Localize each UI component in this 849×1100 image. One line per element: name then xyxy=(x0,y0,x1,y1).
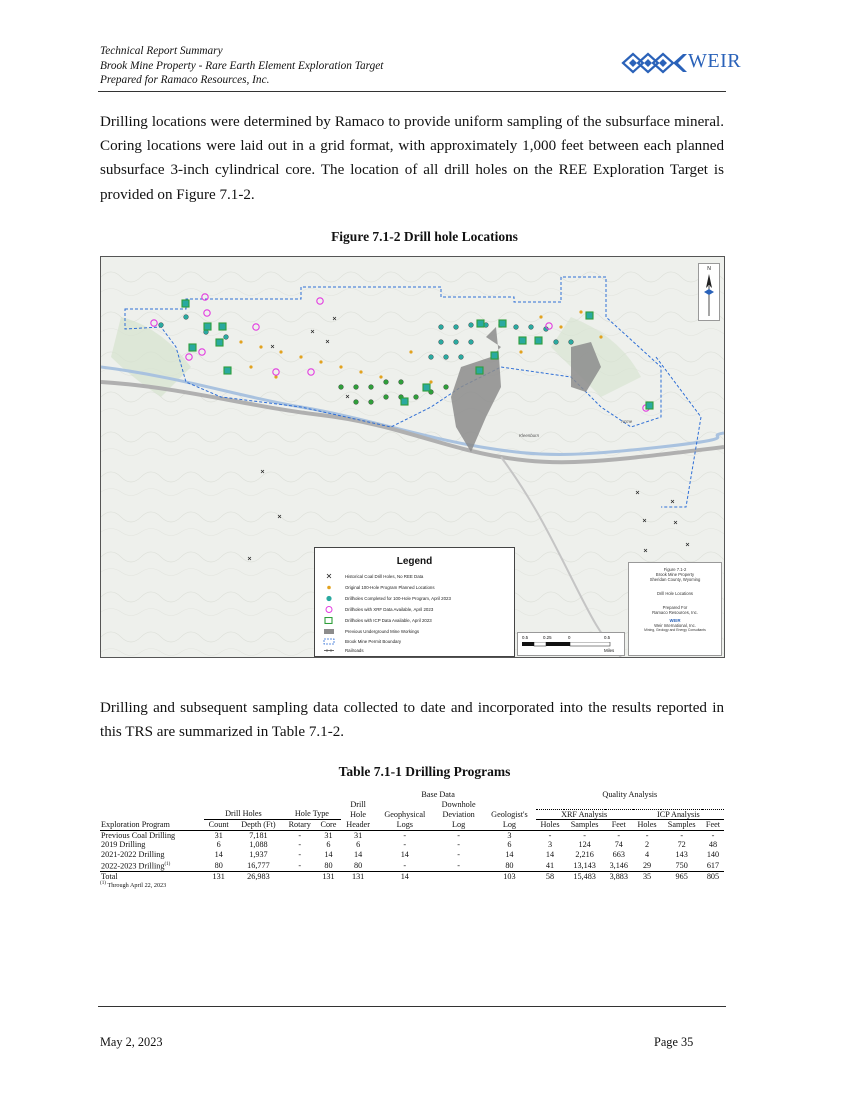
cell-text: - xyxy=(457,840,460,850)
table-cell xyxy=(661,850,702,860)
drilling-programs-table xyxy=(100,790,724,882)
col-head: Samples xyxy=(661,820,702,831)
table-cell xyxy=(316,860,340,872)
scale-tick: 0.5 xyxy=(522,635,529,640)
cell-text: 14 xyxy=(505,850,514,860)
table-body xyxy=(100,830,724,881)
table-cell xyxy=(341,830,376,840)
sub-icp-analysis: ICP Analysis xyxy=(633,809,724,820)
scale-bar-graphic xyxy=(522,642,612,647)
figure-caption: Figure 7.1-2 Drill hole Locations xyxy=(331,229,518,244)
header-prepared-for: Prepared for Ramaco Resources, Inc. xyxy=(100,74,270,86)
table-cell xyxy=(434,871,483,881)
scale-tick: 0.5 xyxy=(604,635,611,640)
north-arrow xyxy=(698,263,720,321)
tb-logo: WEIR xyxy=(669,618,681,623)
table-cell xyxy=(564,860,605,872)
tb-property: Brook Mine Property xyxy=(655,572,695,577)
table-cell xyxy=(434,850,483,860)
cell-text: - xyxy=(548,830,552,840)
table-cell xyxy=(434,860,483,872)
header-divider xyxy=(98,91,726,92)
col-head: Geophysical xyxy=(384,809,426,819)
cell-text: - xyxy=(403,860,407,870)
scale-unit: Miles xyxy=(604,648,615,653)
table-cell: 131 xyxy=(212,871,225,881)
table-cell xyxy=(661,860,702,872)
cell-text: 14 xyxy=(545,850,555,860)
cell-text: - xyxy=(680,830,684,840)
cell-text: 6 xyxy=(216,840,221,850)
table-cell xyxy=(633,850,662,860)
col-head: Core xyxy=(316,820,340,831)
col-head: Exploration Program xyxy=(100,820,204,831)
table-cell: Total xyxy=(101,871,118,881)
table-cell: 15,483 xyxy=(573,871,596,881)
drill-hole-map xyxy=(100,256,725,658)
north-arrow-icon xyxy=(699,272,719,320)
col-head: Rotary xyxy=(283,820,316,831)
cell-text: 3 xyxy=(547,840,553,850)
cell-text: 2 xyxy=(645,840,650,850)
legend-item: Historical Coal Drill Holes, No REE Data xyxy=(345,574,424,579)
table-cell xyxy=(283,830,316,840)
table-cell xyxy=(316,850,340,860)
table-footnote xyxy=(100,880,166,889)
col-head: Drill xyxy=(350,799,366,809)
cell-text: 48 xyxy=(708,840,718,850)
table-cell xyxy=(234,840,283,850)
legend-item: Drillholes with ICP Data Available, April 2023 xyxy=(345,618,432,623)
table-row xyxy=(100,850,724,860)
historical-hole-icon xyxy=(323,573,335,580)
planned-location-icon xyxy=(323,584,335,591)
cell-text: 143 xyxy=(675,850,688,860)
group-base-data: Base Data xyxy=(421,790,455,799)
tb-company: Weir International, Inc. xyxy=(654,623,696,628)
cell-text: 14 xyxy=(324,850,333,860)
col-head: Hole xyxy=(350,809,367,819)
cell-text: - xyxy=(457,860,460,870)
map-title-block xyxy=(628,562,722,656)
tb-map-title: Drill Hole Locations xyxy=(656,591,694,596)
table-header-row xyxy=(100,800,724,810)
table-cell xyxy=(283,871,316,881)
table-cell xyxy=(234,830,283,840)
cell-text: 31 xyxy=(324,830,333,840)
cell-text: 14 xyxy=(400,850,409,860)
cell-text: - xyxy=(457,830,460,840)
footnote-marker: (1) xyxy=(100,880,107,886)
cell-text: 1,937 xyxy=(249,850,268,860)
table-cell xyxy=(702,860,724,872)
table-header-row xyxy=(100,820,724,831)
cell-text: 74 xyxy=(614,840,623,850)
cell-text: 750 xyxy=(675,860,688,870)
tb-client: Ramaco Resources, Inc. xyxy=(652,610,698,615)
tb-county: Sheridan County, Wyoming xyxy=(649,577,701,582)
weir-logo-text: WEIR xyxy=(688,50,742,72)
body-paragraph-1: Drilling locations were determined by Ramaco to provide uniform sampling of the subsurface mineral. Coring locations were laid out in a grid format, with approximately 1,000 feet between each planned subsurface 3-inch cylindrical core. The location of all drill holes on the REE Exploration Target is provided on Figure 7.1-2. xyxy=(100,114,724,203)
table-caption: Table 7.1-1 Drilling Programs xyxy=(338,764,511,779)
col-head: Geologist's xyxy=(491,809,528,819)
table-cell xyxy=(100,860,204,872)
cell-text: 3,146 xyxy=(609,860,628,870)
table-cell xyxy=(536,850,565,860)
cell-text: 31 xyxy=(354,830,363,840)
mine-workings-icon xyxy=(323,628,335,635)
col-head: Log xyxy=(483,820,535,831)
scale-bar xyxy=(517,632,625,656)
table-cell xyxy=(100,840,204,850)
table-cell: 3,883 xyxy=(609,871,628,881)
completed-hole-icon xyxy=(323,595,335,602)
cell-text: 80 xyxy=(354,860,363,870)
table-cell xyxy=(283,860,316,872)
cell-text: - xyxy=(403,840,407,850)
cell-text: - xyxy=(583,830,586,840)
table-cell: 58 xyxy=(545,871,555,881)
legend-item: Original 100-Hole Program Planned Locations xyxy=(345,585,435,590)
cell-text: 14 xyxy=(354,850,363,860)
table-cell xyxy=(605,830,633,840)
col-head: Downhole xyxy=(441,799,476,809)
row-footnote-marker: (1) xyxy=(164,861,171,867)
footer-page-number: Page 35 xyxy=(654,1035,694,1049)
cell-text: - xyxy=(298,850,302,860)
table-cell xyxy=(376,830,434,840)
table-cell xyxy=(702,850,724,860)
footnote-text: Through April 22, 2023 xyxy=(107,882,167,890)
table-cell: 805 xyxy=(706,871,720,881)
tb-prepared-for: Prepared For xyxy=(662,605,688,610)
legend-title: Legend xyxy=(396,556,433,567)
col-head: Log xyxy=(434,820,483,831)
cell-text: 140 xyxy=(706,850,720,860)
table-cell xyxy=(434,840,483,850)
cell-text: - xyxy=(645,830,649,840)
cell-text: 72 xyxy=(677,840,686,850)
col-head: Count xyxy=(204,820,234,831)
table-cell xyxy=(661,830,702,840)
col-head: Logs xyxy=(376,820,434,831)
railroad-icon xyxy=(323,647,335,654)
cell-text: 2022-2023 Drilling xyxy=(101,861,165,871)
table-cell xyxy=(100,830,204,840)
cell-text: 14 xyxy=(214,850,223,860)
cell-text: 16,777 xyxy=(247,860,270,870)
cell-text: 3 xyxy=(507,830,512,840)
col-head: Samples xyxy=(564,820,605,831)
legend-item: Railroads xyxy=(345,648,364,653)
table-cell xyxy=(483,850,535,860)
table-cell xyxy=(536,830,565,840)
legend-item: Previous Underground Mine Workings xyxy=(345,629,420,634)
table-cell xyxy=(341,840,376,850)
table-cell xyxy=(702,840,724,850)
table-cell xyxy=(283,850,316,860)
cell-text: 4 xyxy=(645,850,650,860)
table-cell xyxy=(283,840,316,850)
col-head: Header xyxy=(341,820,376,831)
cell-text: - xyxy=(457,850,460,860)
col-head: Feet xyxy=(605,820,633,831)
col-head: Deviation xyxy=(442,809,475,819)
cell-text: 29 xyxy=(642,860,652,870)
table-cell xyxy=(605,860,633,872)
table-header-row xyxy=(100,790,724,800)
table-cell xyxy=(564,840,605,850)
table-cell xyxy=(376,850,434,860)
xrf-data-icon xyxy=(323,606,335,613)
table-cell xyxy=(661,840,702,850)
header-title: Technical Report Summary xyxy=(100,45,223,57)
table-cell: 131 xyxy=(351,871,365,881)
cell-text: 1,088 xyxy=(249,840,268,850)
table-row xyxy=(100,840,724,850)
north-label: N xyxy=(707,266,711,272)
col-head: Holes xyxy=(536,820,565,831)
legend-item: Drillholes with XRF Data Available, April 2023 xyxy=(345,607,434,612)
cell-text: 124 xyxy=(578,840,591,850)
table-cell xyxy=(316,830,340,840)
table-cell xyxy=(536,840,565,850)
table-cell xyxy=(234,850,283,860)
table-cell xyxy=(204,850,234,860)
tb-figure: Figure 7.1-2 xyxy=(663,567,687,572)
cell-text: 6 xyxy=(356,840,361,850)
body-paragraph-2: Drilling and subsequent sampling data collected to date and incorporated into the results reported in this TRS are summarized in Table 7.1-2. xyxy=(100,700,724,741)
cell-text: 2019 Drilling xyxy=(101,840,146,850)
cell-text: 617 xyxy=(706,860,720,870)
table-cell: 965 xyxy=(675,871,688,881)
table-cell xyxy=(483,840,535,850)
table-cell xyxy=(483,860,535,872)
table-row xyxy=(100,830,724,840)
cell-text: - xyxy=(711,830,715,840)
table-cell xyxy=(633,860,662,872)
table-cell xyxy=(341,860,376,872)
table-cell xyxy=(483,830,535,840)
place-label-kleenburn: Kleenburn xyxy=(519,433,540,438)
sub-hole-type: Hole Type xyxy=(283,809,340,820)
map-legend xyxy=(314,547,515,657)
cell-text: - xyxy=(617,830,621,840)
table-cell xyxy=(605,840,633,850)
cell-text: 6 xyxy=(507,840,512,850)
table-cell: 14 xyxy=(400,871,409,881)
cell-text: 663 xyxy=(612,850,625,860)
icp-data-icon xyxy=(323,617,335,624)
footer-divider xyxy=(98,1006,726,1007)
table-cell: 131 xyxy=(322,871,335,881)
table-cell xyxy=(376,840,434,850)
table-cell xyxy=(316,840,340,850)
cell-text: 80 xyxy=(324,860,333,870)
cell-text: - xyxy=(298,840,302,850)
tb-company-tagline: Mining, Geology and Energy Consultants xyxy=(644,628,706,632)
permit-boundary-icon xyxy=(323,638,335,645)
group-quality-analysis: Quality Analysis xyxy=(602,790,658,799)
place-label-acme: Acme xyxy=(621,419,633,424)
cell-text: 7,181 xyxy=(249,830,268,840)
table-cell xyxy=(536,860,565,872)
sub-drill-holes: Drill Holes xyxy=(204,809,283,820)
cell-text: Previous Coal Drilling xyxy=(101,830,176,840)
table-cell xyxy=(341,850,376,860)
cell-text: 2021-2022 Drilling xyxy=(101,850,165,860)
table-cell xyxy=(376,860,434,872)
cell-text: - xyxy=(403,830,407,840)
col-head: Holes xyxy=(633,820,662,831)
sub-xrf-analysis: XRF Analysis xyxy=(536,809,633,820)
cell-text: 80 xyxy=(505,860,514,870)
table-row xyxy=(100,860,724,872)
table-cell: 35 xyxy=(642,871,652,881)
col-head: Feet xyxy=(702,820,724,831)
col-head: Depth (Ft) xyxy=(234,820,283,831)
table-cell xyxy=(434,830,483,840)
legend-item: Drillholes Completed for 100-Hole Program, April 2023 xyxy=(345,596,451,601)
cell-text: - xyxy=(298,860,302,870)
table-cell xyxy=(204,830,234,840)
table-cell xyxy=(605,850,633,860)
table-cell xyxy=(633,840,662,850)
scale-tick: 0 xyxy=(568,635,571,640)
cell-text: - xyxy=(298,830,302,840)
table-cell xyxy=(633,830,662,840)
header-subtitle: Brook Mine Property - Rare Earth Element Exploration Target xyxy=(100,59,384,72)
cell-text: 13,143 xyxy=(573,860,596,870)
table-total-row xyxy=(100,871,724,881)
footer-date: May 2, 2023 xyxy=(100,1035,163,1049)
table-cell xyxy=(100,850,204,860)
table-cell xyxy=(204,860,234,872)
table-cell: 103 xyxy=(503,871,516,881)
cell-text: 6 xyxy=(326,840,331,850)
table-cell xyxy=(564,850,605,860)
report-header xyxy=(100,44,383,88)
cell-text: 31 xyxy=(214,830,223,840)
table-cell xyxy=(564,830,605,840)
table-cell xyxy=(702,830,724,840)
legend-item: Brook Mine Permit Boundary xyxy=(345,639,402,644)
table-cell xyxy=(204,840,234,850)
scale-tick: 0.25 xyxy=(543,635,552,640)
table-header-row xyxy=(100,809,724,820)
cell-text: 2,216 xyxy=(575,850,594,860)
cell-text: 80 xyxy=(214,860,223,870)
cell-text: 41 xyxy=(545,860,555,870)
table-cell: 26,983 xyxy=(247,871,270,881)
table-cell xyxy=(234,860,283,872)
